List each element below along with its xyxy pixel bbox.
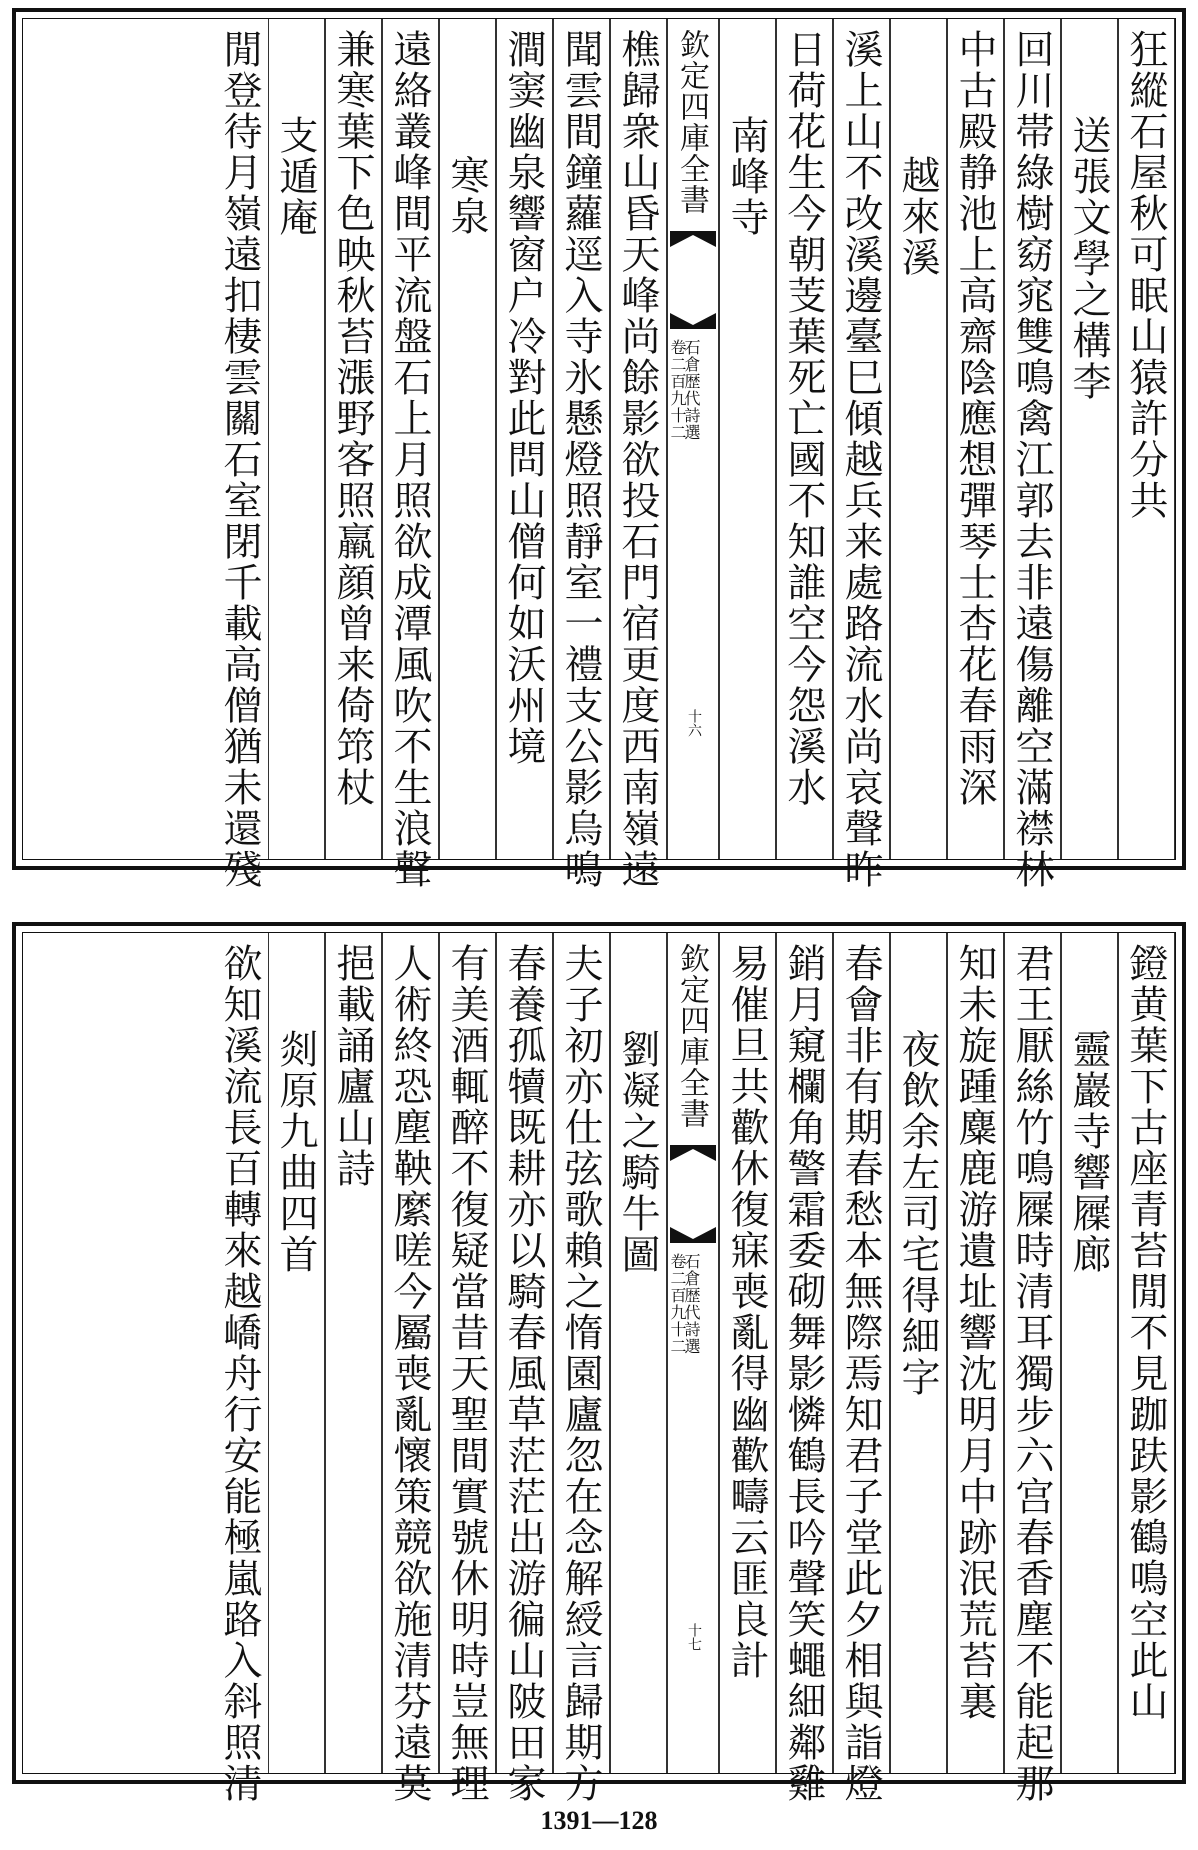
poem-line: 人術終恐塵鞅縻嗟今屬喪亂懷策競欲施清芬遠莫	[387, 943, 432, 1804]
text-column	[890, 19, 947, 859]
poem-line: 樵歸衆山昏天峰尚餘影欲投石門宿更度西南嶺遠	[615, 29, 660, 890]
poem-line: 澗窦幽泉響窗户冷對此問山僧何如沃州境	[501, 29, 546, 767]
collection-name: 石倉歴代詩選	[682, 339, 701, 441]
text-column	[833, 933, 890, 1804]
text-column	[439, 933, 496, 1804]
poem-line: 閒登待月嶺遠扣棲雲關石室閉千載高僧猶未還殘	[217, 29, 262, 890]
text-column	[776, 19, 833, 859]
poem-line: 易催旦共歡休復寐喪亂得幽歡疇云匪良計	[724, 943, 769, 1681]
poem-line: 春會非有期春愁本無際焉知君子堂此夕相與詣燈	[838, 943, 883, 1804]
text-column	[719, 19, 776, 859]
poem-line: 回川帯綠樹窈窕雙鳴禽江郭去非遠傷離空滿襟林	[1009, 29, 1054, 890]
poem-line: 遠絡叢峰間平流盤石上月照欲成潭風吹不生浪聲	[387, 29, 432, 890]
text-column	[1004, 933, 1061, 1804]
top-page-frame	[22, 18, 1176, 890]
text-column	[1118, 19, 1175, 859]
center-margin-column	[667, 933, 719, 1773]
poem-title: 越來溪	[895, 155, 940, 278]
text-column	[496, 933, 553, 1804]
text-column	[325, 933, 382, 1773]
poem-line: 鐙黄葉下古座青苔閒不見跏趺影鶴鳴空此山	[1123, 943, 1168, 1722]
poem-line: 春養孤犢既耕亦以騎春風草茫茫出游徧山陂田家	[501, 943, 546, 1804]
poem-line: 銷月窺欄角警霜委砌舞影憐鶴長吟聲笑蠅細鄰雞	[781, 943, 826, 1804]
text-column	[776, 933, 833, 1804]
text-column	[947, 19, 1004, 859]
poem-line: 夫子初亦仕弦歌賴之惰園廬忽在念解綬言歸期方	[558, 943, 603, 1804]
fish-tail-lower-icon	[670, 309, 716, 329]
poem-line: 欲知溪流長百轉來越嶠舟行安能極嵐路入斜照清	[217, 943, 262, 1804]
text-column	[382, 19, 439, 890]
juan-number: 卷二百九十二	[668, 339, 687, 441]
poem-title: 寒泉	[444, 155, 489, 237]
text-column	[382, 933, 439, 1804]
folio-number: 十六	[686, 709, 702, 737]
top-page-panel	[12, 8, 1186, 890]
center-margin-column	[667, 19, 719, 859]
poem-line: 知未旋踵麋鹿游遺址響沈明月中跡泯荒苔裏	[952, 943, 997, 1722]
text-column	[610, 19, 667, 890]
text-column	[268, 933, 325, 1773]
book-title: 欽定四庫全書	[674, 29, 709, 215]
text-column	[211, 19, 268, 890]
text-column	[553, 933, 610, 1804]
folio-number: 十七	[686, 1623, 702, 1651]
juan-number: 卷二百九十二	[668, 1253, 687, 1355]
page-number: 1391—128	[540, 1806, 658, 1835]
text-column	[1118, 933, 1175, 1773]
text-column	[1061, 933, 1118, 1773]
poem-line: 兼寒葉下色映秋苔漲野客照羸顔曾来倚筇杖	[330, 29, 375, 808]
poem-title: 支遁庵	[273, 115, 318, 238]
poem-line: 日荷花生今朝芰葉死亡國不知誰空今怨溪水	[781, 29, 826, 808]
fish-tail-upper-icon	[670, 231, 716, 251]
bottom-page-panel	[12, 922, 1186, 1804]
text-column	[610, 933, 667, 1773]
text-column	[833, 19, 890, 890]
poem-title: 靈巖寺響屧廊	[1066, 1029, 1111, 1275]
text-column	[325, 19, 382, 859]
fish-tail-lower-icon	[670, 1223, 716, 1243]
poem-line: 君王厭絲竹鳴屧時清耳獨步六宫春香塵不能起那	[1009, 943, 1054, 1804]
poem-title: 夜飲余左司宅得細字	[895, 1029, 940, 1398]
text-column	[439, 19, 496, 859]
poem-line: 溪上山不改溪邊臺巳傾越兵来處路流水尚哀聲昨	[838, 29, 883, 890]
text-column	[719, 933, 776, 1773]
collection-name: 石倉歴代詩選	[682, 1253, 701, 1355]
text-column	[496, 19, 553, 859]
bottom-page-frame	[22, 932, 1176, 1804]
poem-line: 中古殿静池上高齋陰應想彈琴士杏花春雨深	[952, 29, 997, 808]
text-column	[1004, 19, 1061, 890]
text-column	[947, 933, 1004, 1773]
text-column	[890, 933, 947, 1773]
poem-title: 送張文學之構李	[1066, 115, 1111, 402]
text-column	[268, 19, 325, 859]
text-column	[553, 19, 610, 890]
poem-line: 有美酒輒醉不復疑當昔天聖間實號休明時豈無理	[444, 943, 489, 1804]
poem-line: 聞雲間鐘蘿逕入寺氷懸燈照靜室一禮支公影烏鳴	[558, 29, 603, 890]
poem-title: 剡原九曲四首	[273, 1029, 318, 1275]
book-title: 欽定四庫全書	[674, 943, 709, 1129]
poem-title: 劉凝之騎牛圖	[615, 1029, 660, 1275]
poem-line: 挹載誦廬山詩	[330, 943, 375, 1189]
text-column	[211, 933, 268, 1804]
poem-line: 狂縱石屋秋可眠山猿許分共	[1123, 29, 1168, 521]
text-column	[1061, 19, 1118, 859]
fish-tail-upper-icon	[670, 1145, 716, 1165]
poem-title: 南峰寺	[724, 115, 769, 238]
